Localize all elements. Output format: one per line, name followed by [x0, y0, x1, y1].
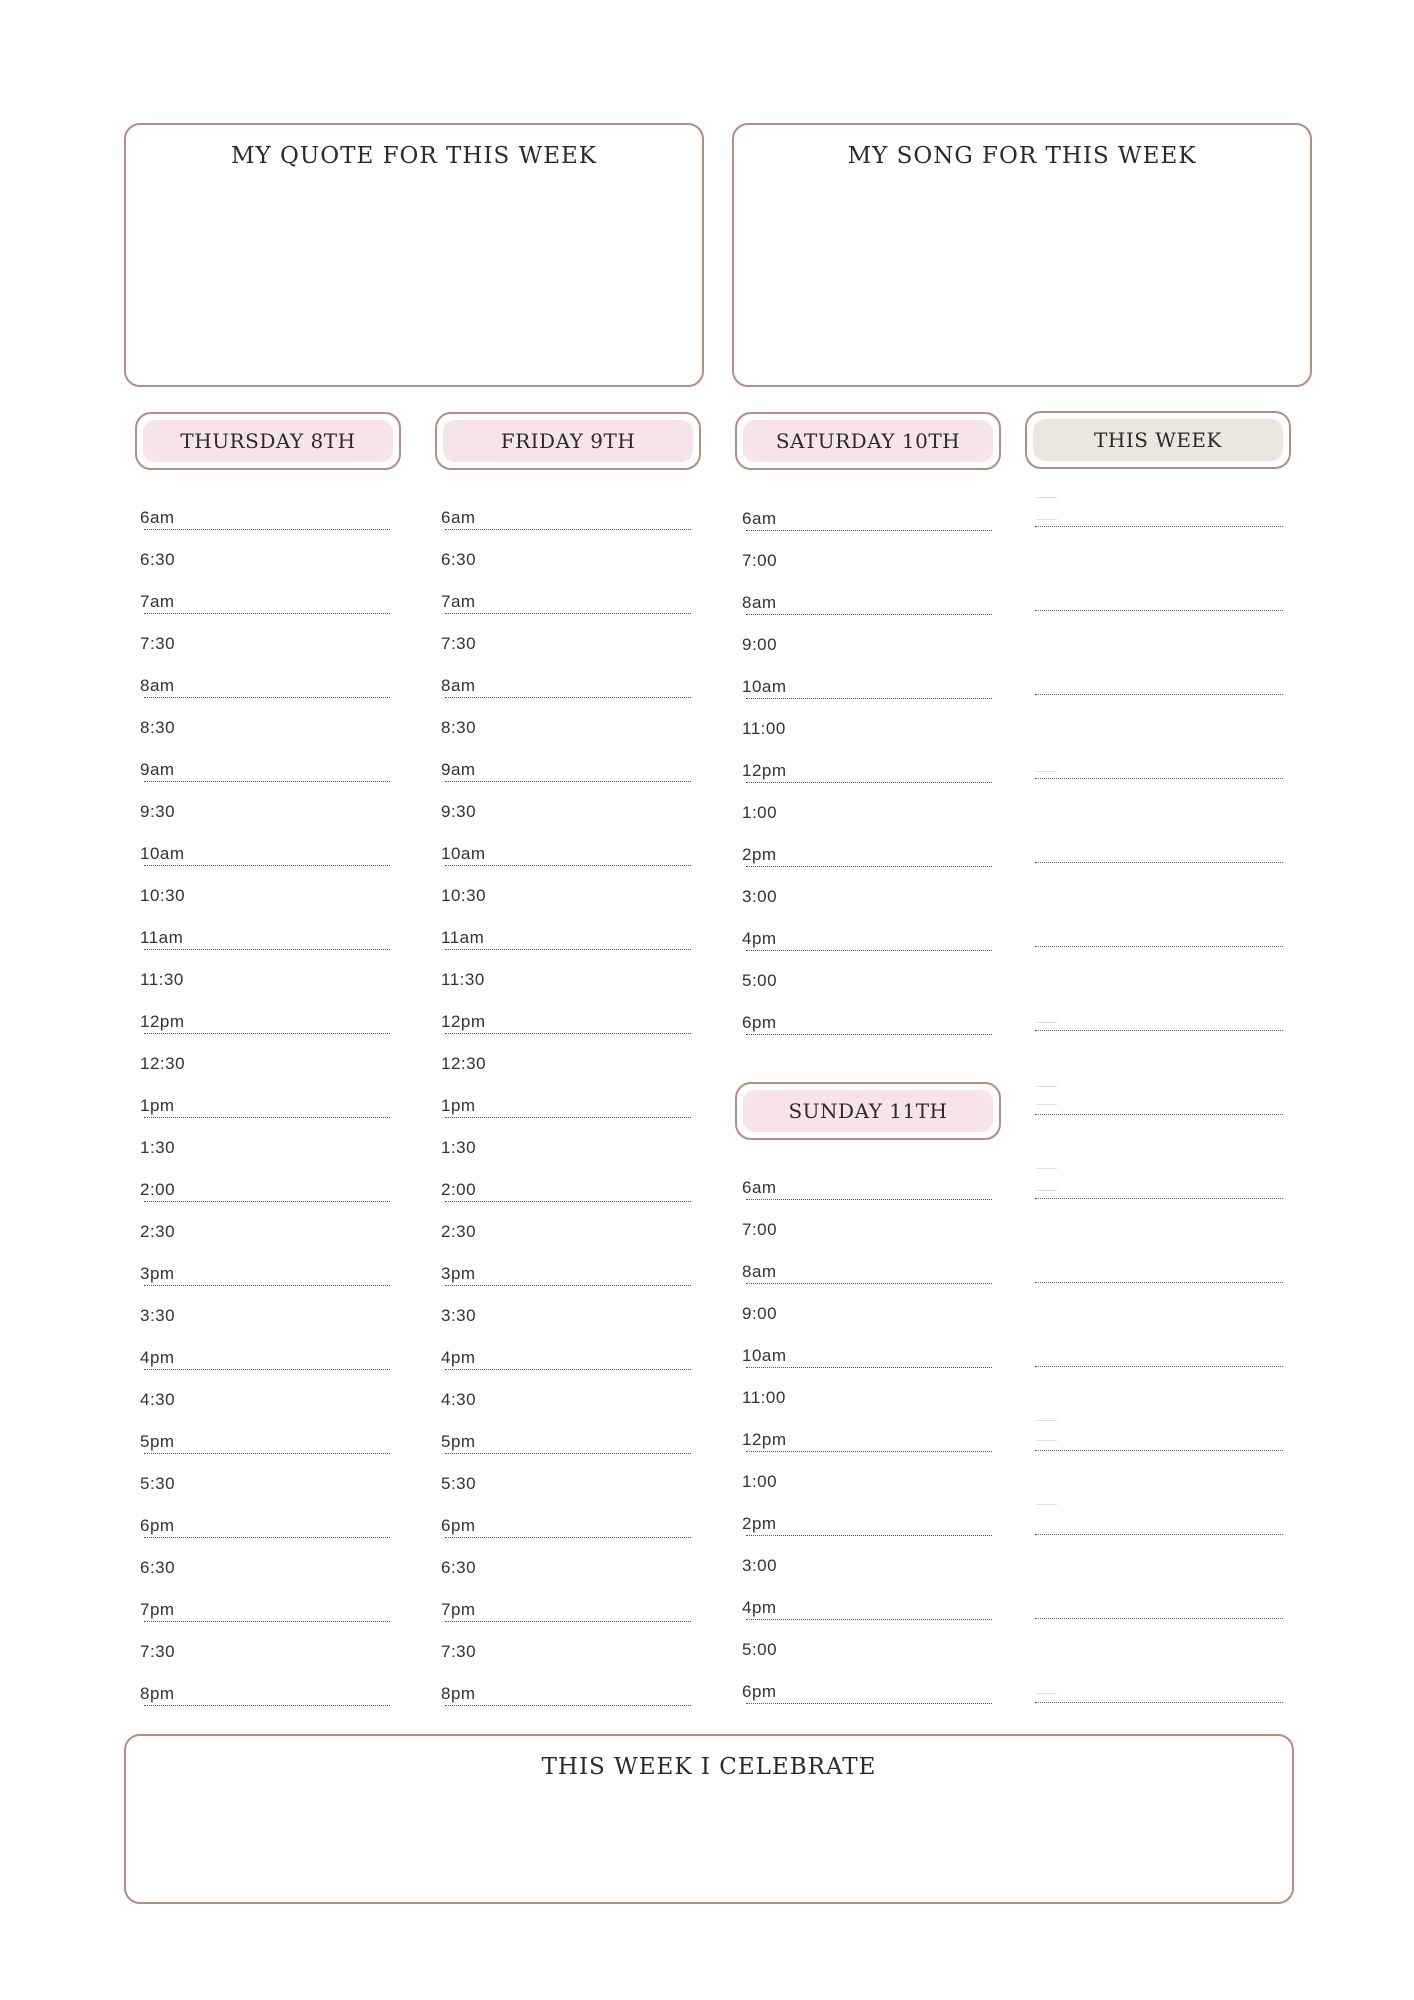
time-slot-thursday[interactable] — [140, 1382, 390, 1412]
time-slot-friday[interactable] — [441, 1088, 691, 1118]
time-slot-sunday[interactable] — [742, 1170, 992, 1200]
note-line[interactable] — [1035, 946, 1283, 947]
time-label: 11:00 — [742, 1388, 786, 1407]
day-header-sunday — [735, 1082, 1001, 1140]
time-label: 6:30 — [140, 1558, 176, 1577]
time-slot-thursday[interactable] — [140, 920, 390, 950]
time-slot-thursday[interactable] — [140, 1592, 390, 1622]
note-line[interactable] — [1035, 1114, 1283, 1115]
celebrate-box-title: THIS WEEK I CELEBRATE — [541, 1754, 877, 1780]
note-line[interactable] — [1035, 694, 1283, 695]
time-slot-saturday[interactable] — [742, 753, 992, 783]
time-label: 3pm — [441, 1264, 476, 1283]
time-slot-friday[interactable] — [441, 584, 691, 614]
time-slot-thursday[interactable] — [140, 1634, 390, 1664]
time-label: 4pm — [742, 929, 777, 948]
faint-dash — [1037, 1086, 1057, 1087]
time-slot-thursday[interactable] — [140, 668, 390, 698]
time-slot-thursday[interactable] — [140, 1298, 390, 1328]
time-slot-friday[interactable] — [441, 752, 691, 782]
time-slot-saturday[interactable] — [742, 837, 992, 867]
quote-box-title: MY QUOTE FOR THIS WEEK — [231, 143, 597, 169]
time-slot-friday[interactable] — [441, 1592, 691, 1622]
this-week-label: THIS WEEK — [1033, 419, 1283, 461]
faint-dash — [1037, 519, 1057, 520]
time-label: 8am — [140, 676, 175, 695]
time-label: 2:00 — [140, 1180, 176, 1199]
time-slot-friday[interactable] — [441, 1256, 691, 1286]
time-slot-saturday[interactable] — [742, 963, 992, 993]
time-slot-thursday[interactable] — [140, 1130, 390, 1160]
time-slot-sunday[interactable] — [742, 1464, 992, 1494]
faint-dash — [1037, 1440, 1057, 1441]
time-slot-friday[interactable] — [441, 920, 691, 950]
time-slot-thursday[interactable] — [140, 1214, 390, 1244]
time-slot-sunday[interactable] — [742, 1422, 992, 1452]
time-label: 7:30 — [140, 1642, 176, 1661]
time-slot-friday[interactable] — [441, 1130, 691, 1160]
time-slot-friday[interactable] — [441, 1382, 691, 1412]
time-label: 9:30 — [441, 802, 477, 821]
time-slot-thursday[interactable] — [140, 1424, 390, 1454]
time-label: 6pm — [441, 1516, 476, 1535]
time-label: 1:30 — [441, 1138, 477, 1157]
time-slot-saturday[interactable] — [742, 585, 992, 615]
time-label: 4pm — [742, 1598, 777, 1617]
time-slot-saturday[interactable] — [742, 879, 992, 909]
note-line[interactable] — [1035, 1702, 1283, 1703]
time-label: 8am — [742, 1262, 777, 1281]
time-slot-thursday[interactable] — [140, 584, 390, 614]
time-slot-friday[interactable] — [441, 1046, 691, 1076]
time-slot-thursday[interactable] — [140, 500, 390, 530]
time-label: 11:30 — [140, 970, 184, 989]
note-line[interactable] — [1035, 778, 1283, 779]
time-slot-thursday[interactable] — [140, 1004, 390, 1034]
time-label: 8:30 — [441, 718, 477, 737]
song-box[interactable] — [732, 123, 1312, 387]
time-label: 1:30 — [140, 1138, 176, 1157]
time-label: 4:30 — [140, 1390, 176, 1409]
time-slot-friday[interactable] — [441, 962, 691, 992]
day-label-thursday: THURSDAY 8TH — [143, 420, 393, 462]
time-slot-friday[interactable] — [441, 542, 691, 572]
time-slot-sunday[interactable] — [742, 1296, 992, 1326]
time-slot-friday[interactable] — [441, 1466, 691, 1496]
time-slot-thursday[interactable] — [140, 836, 390, 866]
time-slot-saturday[interactable] — [742, 627, 992, 657]
time-label: 1pm — [140, 1096, 175, 1115]
time-slot-thursday[interactable] — [140, 710, 390, 740]
time-label: 4:30 — [441, 1390, 477, 1409]
time-label: 5pm — [140, 1432, 175, 1451]
time-label: 7pm — [140, 1600, 175, 1619]
note-line[interactable] — [1035, 1534, 1283, 1535]
time-slot-thursday[interactable] — [140, 1172, 390, 1202]
time-slot-friday[interactable] — [441, 1676, 691, 1706]
time-slot-friday[interactable] — [441, 1424, 691, 1454]
time-label: 6:30 — [140, 550, 176, 569]
time-label: 3:30 — [441, 1306, 477, 1325]
time-slot-thursday[interactable] — [140, 1046, 390, 1076]
celebrate-box[interactable] — [124, 1734, 1294, 1904]
time-label: 6am — [742, 1178, 777, 1197]
time-label: 8am — [742, 593, 777, 612]
time-label: 12:30 — [441, 1054, 487, 1073]
time-label: 2:00 — [441, 1180, 477, 1199]
time-label: 9am — [441, 760, 476, 779]
time-label: 12pm — [441, 1012, 486, 1031]
time-label: 12:30 — [140, 1054, 186, 1073]
note-line[interactable] — [1035, 526, 1283, 527]
time-slot-friday[interactable] — [441, 1340, 691, 1370]
time-slot-saturday[interactable] — [742, 669, 992, 699]
time-slot-friday[interactable] — [441, 1298, 691, 1328]
time-slot-thursday[interactable] — [140, 1088, 390, 1118]
time-label: 1:00 — [742, 1472, 778, 1491]
time-label: 8pm — [140, 1684, 175, 1703]
time-label: 8pm — [441, 1684, 476, 1703]
time-label: 6pm — [742, 1682, 777, 1701]
time-slot-sunday[interactable] — [742, 1380, 992, 1410]
time-label: 3:00 — [742, 887, 778, 906]
time-label: 5:30 — [140, 1474, 176, 1493]
time-slot-saturday[interactable] — [742, 501, 992, 531]
time-slot-saturday[interactable] — [742, 921, 992, 951]
faint-dash — [1037, 1420, 1057, 1421]
time-slot-friday[interactable] — [441, 1634, 691, 1664]
time-label: 7pm — [441, 1600, 476, 1619]
time-slot-saturday[interactable] — [742, 543, 992, 573]
time-label: 6:30 — [441, 550, 477, 569]
time-label: 3pm — [140, 1264, 175, 1283]
note-line[interactable] — [1035, 1282, 1283, 1283]
time-label: 7:30 — [441, 634, 477, 653]
time-label: 7am — [441, 592, 476, 611]
time-slot-sunday[interactable] — [742, 1254, 992, 1284]
time-label: 6:30 — [441, 1558, 477, 1577]
time-label: 3:00 — [742, 1556, 778, 1575]
time-slot-thursday[interactable] — [140, 794, 390, 824]
time-label: 11am — [441, 928, 485, 947]
time-label: 11am — [140, 928, 184, 947]
note-line[interactable] — [1035, 610, 1283, 611]
time-label: 9:00 — [742, 1304, 778, 1323]
time-label: 10am — [441, 844, 486, 863]
day-label-friday: FRIDAY 9TH — [443, 420, 693, 462]
day-header-this-week — [1025, 411, 1291, 469]
time-label: 2pm — [742, 845, 777, 864]
time-label: 7:30 — [441, 1642, 477, 1661]
time-slot-sunday[interactable] — [742, 1338, 992, 1368]
time-label: 5:00 — [742, 971, 778, 990]
time-slot-thursday[interactable] — [140, 542, 390, 572]
note-line[interactable] — [1035, 1198, 1283, 1199]
time-slot-thursday[interactable] — [140, 962, 390, 992]
time-slot-thursday[interactable] — [140, 1508, 390, 1538]
time-slot-friday[interactable] — [441, 794, 691, 824]
day-header-thursday — [135, 412, 401, 470]
time-label: 3:30 — [140, 1306, 176, 1325]
time-slot-friday[interactable] — [441, 626, 691, 656]
time-label: 1:00 — [742, 803, 778, 822]
time-slot-friday[interactable] — [441, 878, 691, 908]
time-label: 2pm — [742, 1514, 777, 1533]
time-label: 4pm — [441, 1348, 476, 1367]
time-label: 5:30 — [441, 1474, 477, 1493]
faint-dash — [1037, 1168, 1057, 1169]
day-header-friday — [435, 412, 701, 470]
time-label: 9am — [140, 760, 175, 779]
time-label: 6pm — [742, 1013, 777, 1032]
time-slot-sunday[interactable] — [742, 1212, 992, 1242]
day-header-saturday — [735, 412, 1001, 470]
time-label: 1pm — [441, 1096, 476, 1115]
time-label: 2:30 — [441, 1222, 477, 1241]
faint-dash — [1037, 771, 1057, 772]
time-slot-friday[interactable] — [441, 1214, 691, 1244]
time-slot-thursday[interactable] — [140, 1676, 390, 1706]
time-slot-friday[interactable] — [441, 836, 691, 866]
time-label: 6am — [441, 508, 476, 527]
time-slot-sunday[interactable] — [742, 1506, 992, 1536]
time-label: 7:00 — [742, 1220, 778, 1239]
time-slot-sunday[interactable] — [742, 1548, 992, 1578]
time-slot-friday[interactable] — [441, 1508, 691, 1538]
faint-dash — [1037, 1190, 1057, 1191]
time-label: 12pm — [742, 761, 787, 780]
time-label: 4pm — [140, 1348, 175, 1367]
time-label: 8am — [441, 676, 476, 695]
time-slot-sunday[interactable] — [742, 1632, 992, 1662]
time-label: 5:00 — [742, 1640, 778, 1659]
time-label: 2:30 — [140, 1222, 176, 1241]
time-slot-friday[interactable] — [441, 1004, 691, 1034]
time-slot-friday[interactable] — [441, 668, 691, 698]
note-line[interactable] — [1035, 1450, 1283, 1451]
day-label-saturday: SATURDAY 10TH — [743, 420, 993, 462]
time-slot-friday[interactable] — [441, 500, 691, 530]
time-label: 7:30 — [140, 634, 176, 653]
time-label: 7am — [140, 592, 175, 611]
time-slot-thursday[interactable] — [140, 752, 390, 782]
faint-dash — [1037, 497, 1057, 498]
time-label: 10am — [742, 1346, 787, 1365]
time-label: 12pm — [140, 1012, 185, 1031]
time-slot-friday[interactable] — [441, 710, 691, 740]
time-label: 9:30 — [140, 802, 176, 821]
time-slot-friday[interactable] — [441, 1550, 691, 1580]
time-label: 10am — [140, 844, 185, 863]
song-box-title: MY SONG FOR THIS WEEK — [847, 143, 1197, 169]
time-label: 11:30 — [441, 970, 485, 989]
time-label: 6am — [742, 509, 777, 528]
time-slot-thursday[interactable] — [140, 878, 390, 908]
time-slot-thursday[interactable] — [140, 1466, 390, 1496]
time-slot-sunday[interactable] — [742, 1674, 992, 1704]
time-label: 6pm — [140, 1516, 175, 1535]
time-label: 10am — [742, 677, 787, 696]
faint-dash — [1037, 1022, 1057, 1023]
time-label: 11:00 — [742, 719, 786, 738]
time-label: 10:30 — [140, 886, 186, 905]
time-label: 8:30 — [140, 718, 176, 737]
time-label: 7:00 — [742, 551, 778, 570]
time-label: 10:30 — [441, 886, 487, 905]
note-line[interactable] — [1035, 1618, 1283, 1619]
faint-dash — [1037, 1104, 1057, 1105]
time-label: 6am — [140, 508, 175, 527]
time-label: 12pm — [742, 1430, 787, 1449]
time-label: 5pm — [441, 1432, 476, 1451]
time-slot-thursday[interactable] — [140, 1340, 390, 1370]
time-slot-friday[interactable] — [441, 1172, 691, 1202]
note-line[interactable] — [1035, 1366, 1283, 1367]
time-slot-thursday[interactable] — [140, 626, 390, 656]
faint-dash — [1037, 1504, 1057, 1505]
time-slot-saturday[interactable] — [742, 1005, 992, 1035]
faint-dash — [1037, 1693, 1057, 1694]
quote-box[interactable] — [124, 123, 704, 387]
time-slot-sunday[interactable] — [742, 1590, 992, 1620]
time-slot-saturday[interactable] — [742, 795, 992, 825]
time-label: 9:00 — [742, 635, 778, 654]
time-slot-saturday[interactable] — [742, 711, 992, 741]
day-label-sunday: SUNDAY 11TH — [743, 1090, 993, 1132]
note-line[interactable] — [1035, 1030, 1283, 1031]
time-slot-thursday[interactable] — [140, 1550, 390, 1580]
note-line[interactable] — [1035, 862, 1283, 863]
time-slot-thursday[interactable] — [140, 1256, 390, 1286]
